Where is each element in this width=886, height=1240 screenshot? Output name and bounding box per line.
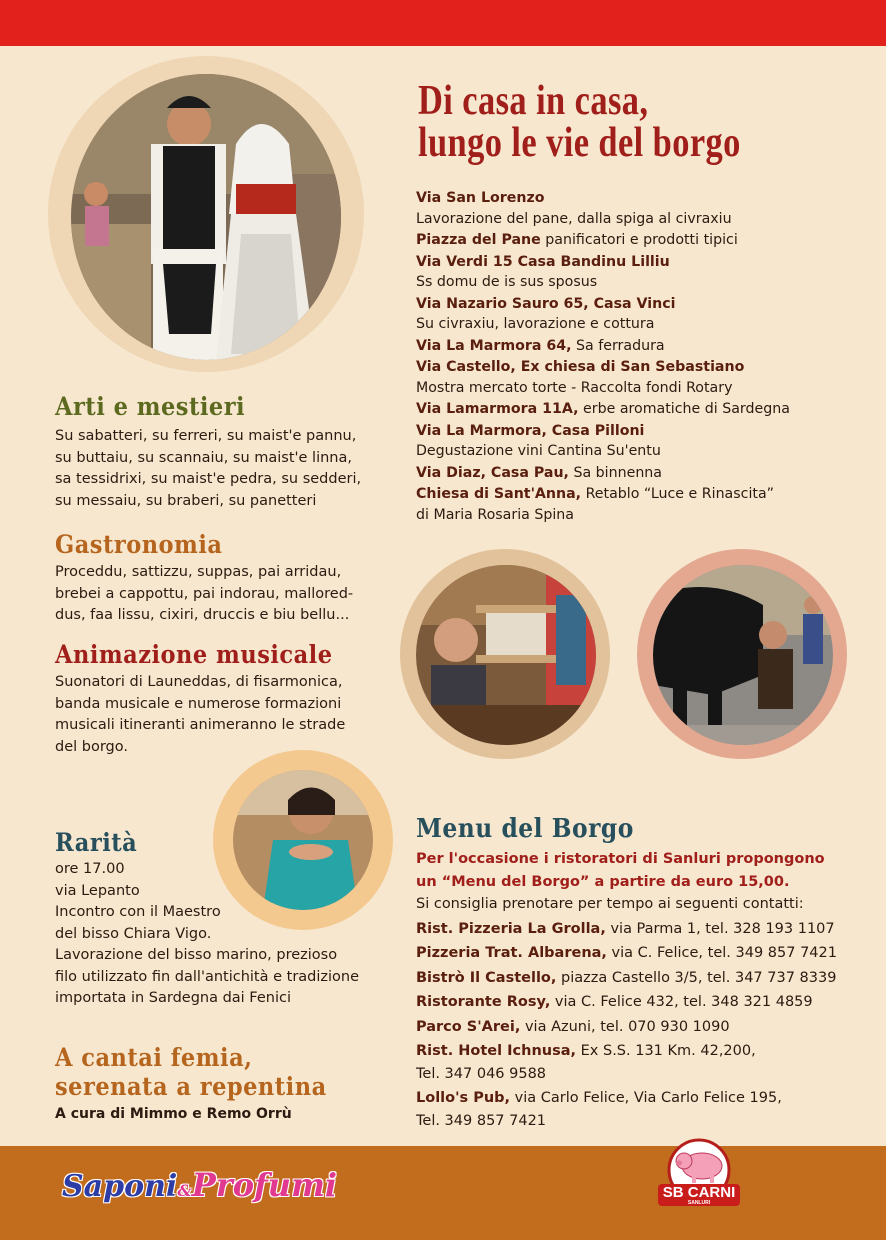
rarita-line: del bisso Chiara Vigo. (55, 925, 212, 942)
menu-intro: Per l'occasione i ristoratori di Sanluri propongono (416, 851, 825, 867)
route-item: Via San Lorenzo Lavorazione del pane, dalla spiga al civraxiu (416, 190, 732, 227)
route-item: Via La Marmora, Casa Pilloni Degustazione vini Cantina Su'entu (416, 422, 661, 459)
gastro-line: Proceddu, sattizzu, suppas, pai arridau, (55, 564, 342, 580)
musica-line: del borgo. (55, 738, 128, 755)
restaurant-item: Rist. Hotel Ichnusa, Ex S.S. 131 Km. 42,200, Tel. 347 046 9588 (416, 1043, 756, 1082)
photo-weaver (416, 565, 596, 745)
route-item: Via Castello, Ex chiesa di San Sebastiano Mostra mercato torte - Raccolta fondi Rotary (416, 359, 745, 396)
gastro-line: dus, faa lissu, cixiri, druccis e biu bellu... (55, 607, 350, 623)
cantai-credit: A cura di Mimmo e Remo Orrù (55, 1106, 292, 1122)
rarita-line: ore 17.00 (55, 861, 125, 877)
rarita-line: via Lepanto (55, 882, 140, 899)
restaurant-item: Ristorante Rosy, via C. Felice 432, tel. 348 321 4859 (416, 994, 813, 1010)
section-title-cantai-2: serenata a repentina (55, 1072, 327, 1101)
sb-carni-city: SANLURI (687, 1200, 711, 1206)
section-rarita (55, 828, 400, 1010)
musica-line: musicali itineranti animeranno le strade (55, 717, 346, 733)
sb-carni-logo (656, 1134, 742, 1214)
restaurant-item: Rist. Pizzeria La Grolla, via Parma 1, tel. 328 193 1107 (416, 920, 835, 937)
saponi-profumi-logo: Saponi&Profumi (62, 1166, 338, 1204)
route-item: Via Verdi 15 Casa Bandinu Lilliu Ss domu de is sus sposus (416, 253, 670, 290)
arti-line: Su sabatteri, su ferreri, su maist'e pannu, (55, 428, 357, 444)
menu-intro: un “Menu del Borgo” a partire da euro 15,00. (416, 873, 790, 890)
arti-line: sa tessidrixi, su maist'e pedra, su sedderi, (55, 471, 362, 487)
section-menu (416, 812, 876, 1132)
gastro-line: brebei a cappottu, pai indorau, mallored- (55, 585, 354, 602)
arti-line: su buttaiu, su scannaiu, su maist'e linna, (55, 449, 352, 466)
route-list (416, 188, 866, 525)
photo-couple-costume (71, 74, 341, 360)
arti-line: su messaiu, su braberi, su panetteri (55, 492, 317, 509)
restaurant-item: Bistrò Il Castello, piazza Castello 3/5, tel. 347 737 8339 (416, 969, 837, 986)
section-title-musica: Animazione musicale (55, 640, 333, 669)
rarita-line: importata in Sardegna dai Fenici (55, 990, 291, 1006)
rarita-line: filo utilizzato fin dall'antichità e tradizione (55, 968, 360, 985)
route-item: Chiesa di Sant'Anna, Retablo “Luce e Rinascita” di Maria Rosaria Spina (416, 486, 774, 523)
menu-note: Si consiglia prenotare per tempo ai seguenti contatti: (416, 896, 804, 912)
sb-carni-label: SB CARNI (662, 1184, 736, 1201)
route-item: Via Nazario Sauro 65, Casa Vinci Su civraxiu, lavorazione e cottura (416, 295, 676, 332)
section-title-cantai-1: A cantai femia, (55, 1043, 253, 1072)
top-red-bar (0, 0, 886, 46)
musica-line: banda musicale e numerose formazioni (55, 695, 342, 712)
photo-horse (653, 565, 833, 745)
section-title-rarita: Rarità (55, 828, 138, 857)
route-item: Via La Marmora 64, Sa ferradura (416, 337, 665, 354)
section-title-arti: Arti e mestieri (55, 392, 246, 421)
section-musica (55, 640, 400, 758)
rarita-line: Lavorazione del bisso marino, prezioso (55, 947, 338, 963)
section-arti (55, 392, 400, 512)
restaurant-item: Parco S'Arei, via Azuni, tel. 070 930 1090 (416, 1018, 730, 1035)
section-title-menu: Menu del Borgo (416, 814, 634, 844)
route-item: Via Diaz, Casa Pau, Sa binnenna (416, 464, 662, 481)
musica-line: Suonatori di Launeddas, di fisarmonica, (55, 674, 343, 690)
rarita-line: Incontro con il Maestro (55, 904, 221, 920)
main-title: Di casa in casa, lungo le vie del borgo (418, 78, 741, 166)
section-cantai (55, 1044, 400, 1126)
route-item: Via Lamarmora 11A, erbe aromatiche di Sardegna (416, 401, 790, 417)
restaurant-item: Lollo's Pub, via Carlo Felice, Via Carlo Felice 195, Tel. 349 857 7421 (416, 1090, 782, 1129)
section-title-gastronomia: Gastronomia (55, 530, 223, 559)
restaurant-item: Pizzeria Trat. Albarena, via C. Felice, tel. 349 857 7421 (416, 945, 837, 961)
section-gastronomia (55, 530, 400, 627)
route-item: Piazza del Pane panificatori e prodotti tipici (416, 232, 738, 248)
